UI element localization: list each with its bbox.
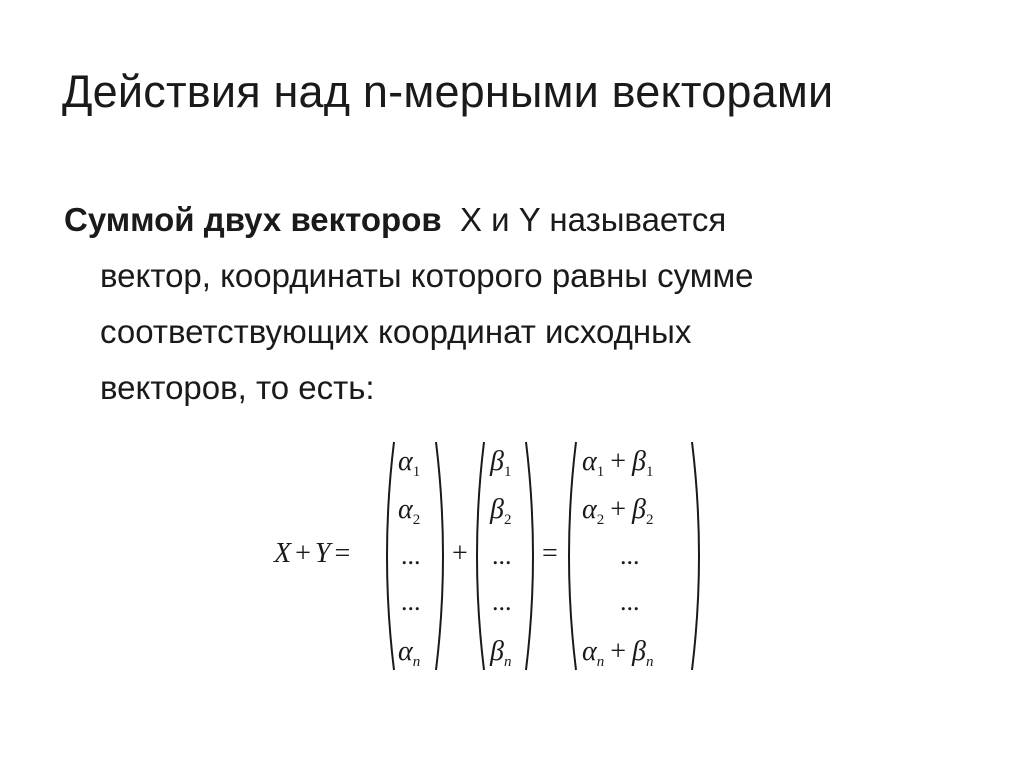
vector-sum-formula: [270, 438, 710, 674]
formula-svg: [270, 438, 710, 674]
formula-equals: =: [542, 538, 558, 569]
formula-lhs: X + Y =: [274, 538, 351, 569]
vector-y-right-paren: [526, 442, 533, 670]
vector-x-right-paren: [436, 442, 443, 670]
vector-x-entry-3: ...: [401, 541, 421, 570]
vector-y-entry-2: $\beta_2$: [490, 494, 512, 528]
vector-y-left-paren: [477, 442, 484, 670]
vector-sum-right-paren: [692, 442, 699, 670]
vector-sum-entry-2: $\alpha_2 + \beta_2$: [582, 494, 654, 528]
definition-term: Суммой двух векторов: [64, 201, 442, 238]
slide-title: Действия над n-мерными векторами: [62, 66, 834, 117]
formula-plus: +: [452, 538, 468, 569]
vector-x-entry-2: $\alpha_2$: [398, 494, 421, 528]
vector-x-entry-1: $\alpha_1$: [398, 446, 421, 480]
vector-sum-entry-4: ...: [620, 587, 640, 616]
definition-line-3: соответствующих координат исходных: [100, 313, 692, 350]
definition-line-1: [64, 192, 964, 248]
vector-y-entry-5: $\beta_n$: [490, 636, 512, 670]
vector-sum-entry-1: $\alpha_1 + \beta_1$: [582, 446, 654, 480]
vector-y-entry-1: $\beta_1$: [490, 446, 512, 480]
vector-sum-left-paren: [569, 442, 576, 670]
vector-y-entry-4: ...: [492, 587, 512, 616]
vector-y-entry-3: ...: [492, 541, 512, 570]
vector-x-entry-4: ...: [401, 587, 421, 616]
vector-sum-entry-5: $\alpha_n + \beta_n$: [582, 636, 654, 670]
definition-paragraph: [64, 192, 964, 416]
definition-line-1-rest: X и Y называется: [460, 201, 727, 238]
definition-line-2: вектор, координаты которого равны сумме: [100, 257, 754, 294]
vector-x-left-paren: [387, 442, 394, 670]
vector-sum-entry-3: ...: [620, 541, 640, 570]
vector-x-entry-5: $\alpha_n$: [398, 636, 421, 670]
definition-line-4: векторов, то есть:: [100, 369, 375, 406]
